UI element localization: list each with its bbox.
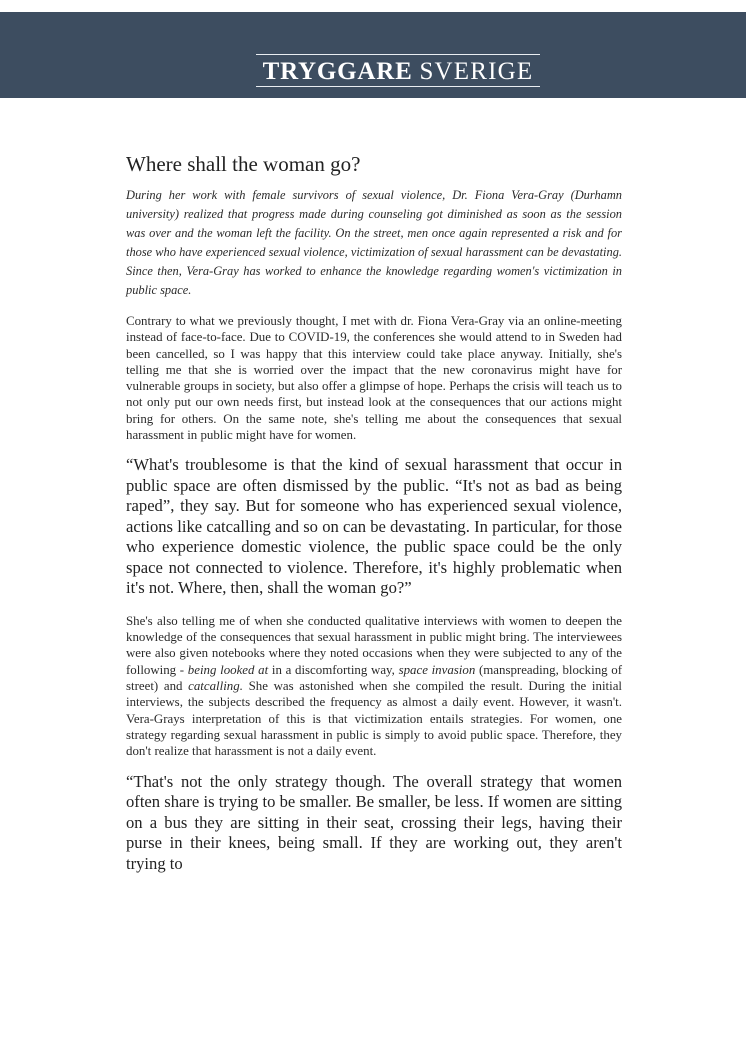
pull-quote-1: “What's troublesome is that the kind of sexual harassment that occur in public space are often dismissed by the public. “It's not as bad as being raped”, they say. But for someone who has experienced sexual violence, actions like catcalling and so on can be devastating. In particular, for those who experience domestic violence, the public space could be the only space not connected to violence. Therefore, it's highly problematic when it's not. Where, then, shall the woman go?” [126, 455, 622, 598]
logo-bottom-rule [256, 86, 540, 87]
logo-word-tryggare: TRYGGARE [262, 58, 413, 85]
article-lead: During her work with female survivors of sexual violence, Dr. Fiona Vera-Gray (Durhamn university) realized that progress made during counseling got diminished as soon as the session was over and the woman left the facility. On the street, men once again represented a risk and for those who have experienced sexual violence, victimization of sexual harassment can be devastating. Since then, Vera-Gray has worked to enhance the knowledge regarding women's victimization in public space. [126, 188, 622, 297]
emphasis-catcalling: catcalling. [188, 679, 243, 694]
paragraph-interviews [126, 613, 622, 760]
brand-logo[interactable] [256, 41, 540, 89]
paragraph-intro: Contrary to what we previously thought, I met with dr. Fiona Vera-Gray via an online-meeting instead of face-to-face. Due to COVID-19, the conferences she would attend to in Sweden had been cancelled, so I was happy that this interview could take place anyway. Initially, she's telling me that she is worried over the impact that the new coronavirus might have for vulnerable groups in society, but also offer a glimpse of hope. Perhaps the crisis will teach us to not only put our own needs first, but instead look at the consequences that our actions might bring for others. On the same note, she's telling me about the consequences that sexual harassment in public might have for women. [126, 314, 622, 443]
paragraph-text: in a discomforting way, [268, 662, 399, 677]
logo-wordmark [256, 57, 540, 87]
emphasis-being-looked-at: being looked at [187, 662, 269, 677]
logo-word-sverige: SVERIGE [419, 58, 534, 85]
pull-quote-2: “That's not the only strategy though. The overall strategy that women often share is trying to be smaller. Be smaller, be less. If women are sitting on a bus they are sitting in their seat, crossing their legs, having their purse in their knees, being small. If they are working out, they aren't trying to [126, 771, 622, 873]
paragraph-text: (manspreading, blocking of street) and [126, 662, 623, 694]
page-top-margin [0, 0, 746, 12]
paragraph-text: She's also telling me of when she conducted qualitative interviews with women to deepen the knowledge of the consequences that sexual harassment in public might bring. The interviewees were also given notebooks where they noted occasions when they were subjected to any of the following - [126, 613, 622, 677]
emphasis-space-invasion: space invasion [398, 662, 476, 677]
site-header [0, 12, 746, 98]
article-body [126, 150, 622, 874]
paragraph-text: She was astonished when she compiled the result. During the initial interviews, the subjects described the frequency as almost a daily event. However, it wasn't. Vera-Grays interpretation of this is that victimization entails strategies. For women, one strategy regarding sexual harassment in public is simply to avoid public space. Therefore, they don't realize that harassment is not a daily event. [126, 679, 622, 759]
logo-top-rule [256, 54, 540, 55]
article-title: Where shall the woman go? [126, 152, 361, 176]
